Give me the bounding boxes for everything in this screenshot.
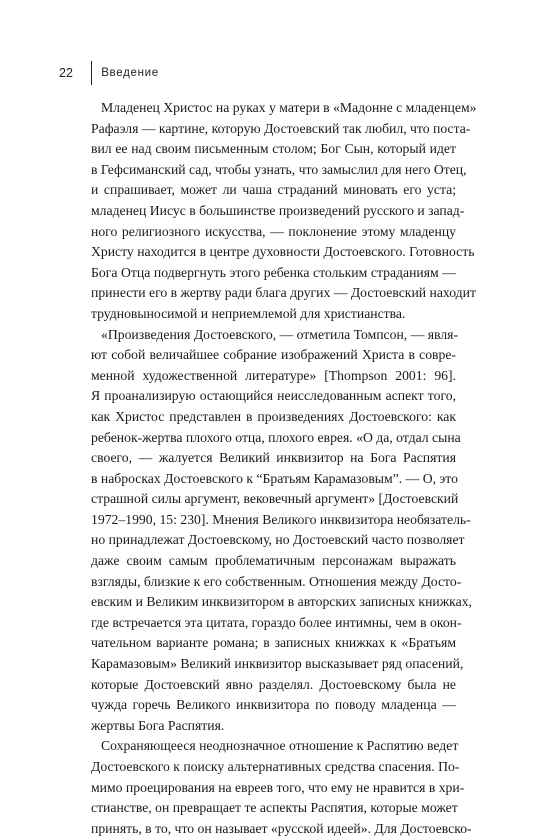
text-line: 1972–1990, 15: 230]. Мнения Великого инквизитора необязатель-	[91, 511, 471, 527]
text-line: в набросках Достоевского к “Братьям Карамазовым”. — О, это	[91, 470, 458, 486]
text-line: трудновыносимой и неприемлемой для христианства.	[91, 305, 406, 321]
text-line: Сохраняющееся неоднозначное отношение к Распятию ведет	[101, 738, 459, 754]
text-line: Рафаэля — картине, которую Достоевский так любил, что поста-	[91, 120, 471, 136]
text-line: которые Достоевский явно разделял. Достоевскому была не	[91, 676, 456, 692]
text-line: ют собой величайшее собрание изображений Христа в совре-	[91, 347, 456, 363]
text-line: Бога Отца подвергнуть этого ребенка стольким страданиям —	[91, 264, 456, 280]
text-line: даже своим самым проблематичным персонажам выражать	[91, 553, 456, 569]
text-line: Младенец Христос на руках у матери в «Мадонне с младенцем»	[101, 100, 477, 115]
text-line: менной художественной литературе» [Thompson 2001: 96].	[91, 367, 456, 383]
page-number: 22	[59, 66, 73, 80]
text-line: Я проанализирую остающийся неисследованным аспект того,	[91, 388, 456, 404]
text-line: страшной силы аргумент, вековечный аргумент» [Достоевский	[91, 491, 459, 507]
text-line: ного религиозного искусства, — поклонение этому младенцу	[91, 223, 456, 239]
text-line: мимо проецирования на евреев того, что ему не нравится в хри-	[91, 779, 465, 795]
text-line: взгляды, близкие к его собственным. Отношения между Досто-	[91, 573, 462, 589]
text-line: ребенок-жертва плохого отца, плохого еврея. «О да, отдал сына	[91, 429, 461, 445]
text-line: Карамазовым» Великий инквизитор высказывает ряд опасений,	[91, 656, 464, 672]
text-line: вил ее над своим письменным столом; Бог Сын, который идет	[91, 141, 456, 157]
text-line: Достоевского к поиску альтернативных средства спасения. По-	[91, 759, 460, 774]
body-text	[91, 98, 477, 839]
text-line: как Христос представлен в произведениях Достоевского: как	[91, 408, 456, 424]
text-line: и спрашивает, может ли чаша страданий миновать его уста;	[91, 182, 456, 198]
text-line: «Произведения Достоевского, — отметила Томпсон, — явля-	[101, 326, 459, 342]
text-line: жертвы Бога Распятия.	[91, 717, 225, 733]
text-line: принять, в то, что он называет «русской идеей». Для Достоевско-	[91, 820, 472, 836]
text-line: своего, — жалуется Великий инквизитор на Бога Распятия	[91, 450, 456, 466]
text-line: чужда горечь Великого инквизитора по поводу младенца —	[91, 697, 456, 713]
header-divider	[91, 61, 92, 85]
text-line: стианстве, он превращает те аспекты Распятия, которые может	[91, 800, 458, 816]
text-line: младенец Иисус в большинстве произведений русского и запад-	[91, 202, 465, 218]
text-line: но принадлежат Достоевскому, но Достоевский часто позволяет	[91, 532, 465, 548]
page-header	[59, 60, 159, 86]
running-head-title: Введение	[101, 67, 159, 79]
text-line: принести его в жертву ради блага других — Достоевский находит	[91, 285, 476, 301]
text-line: в Гефсиманский сад, чтобы узнать, что замыслил для него Отец,	[91, 161, 467, 177]
text-line: евским и Великим инквизитором в авторских записных книжках,	[91, 594, 472, 610]
text-line: где встречается эта цитата, гораздо более интимны, чем в окон-	[91, 614, 462, 630]
text-line: чательном варианте романа; в записных книжках к «Братьям	[91, 635, 456, 651]
text-line: Христу находится в центре духовности Достоевского. Готовность	[91, 244, 475, 260]
